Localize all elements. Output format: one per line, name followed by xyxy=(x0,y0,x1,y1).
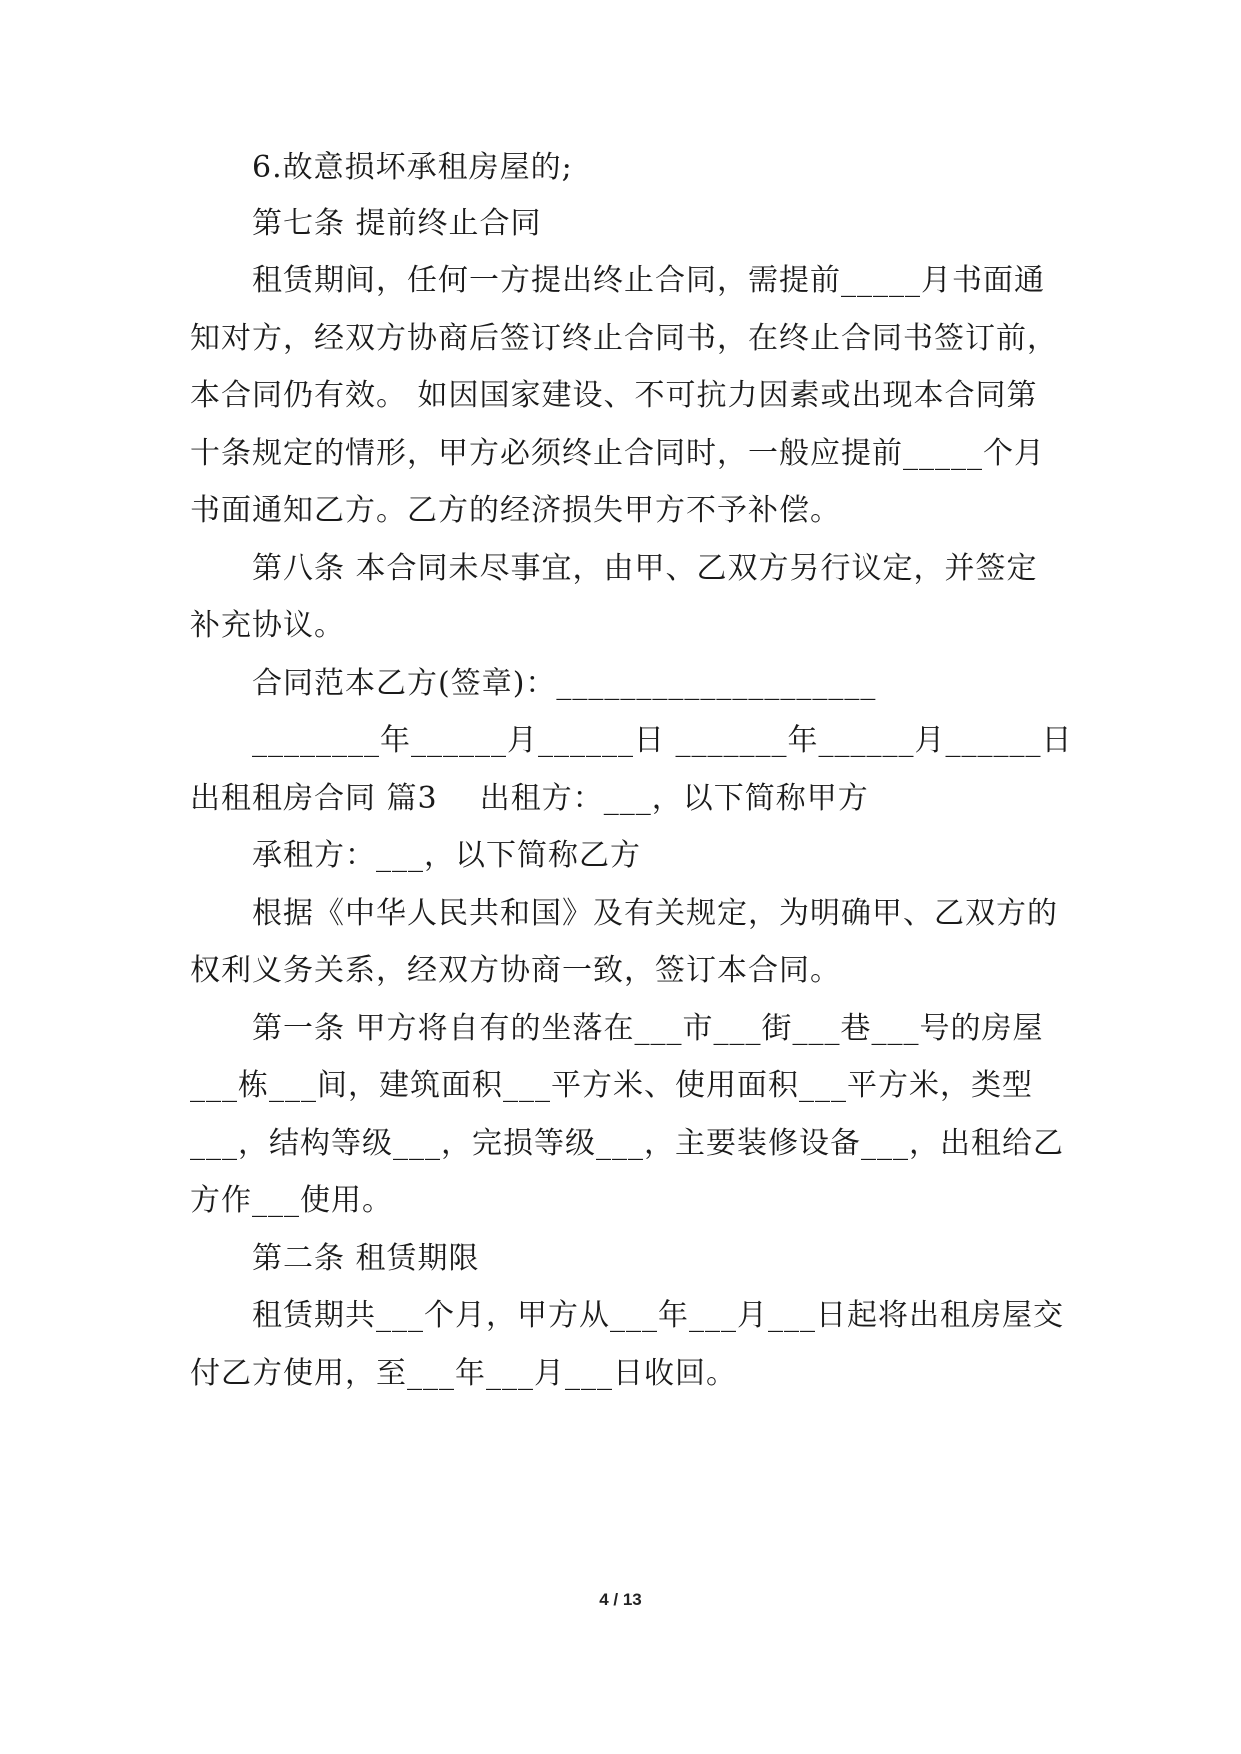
text-line: ___，结构等级___，完损等级___，主要装修设备___，出租给乙 xyxy=(190,1126,1064,1161)
text-line: 权利义务关系，经双方协商一致，签订本合同。 xyxy=(190,953,841,988)
text-line: 知对方，经双方协商后签订终止合同书，在终止合同书签订前， xyxy=(190,321,1058,356)
text-line: 第一条 甲方将自有的坐落在___市___街___巷___号的房屋 xyxy=(252,1011,1044,1046)
text-line: 承租方：___，以下简称乙方 xyxy=(252,838,641,873)
text-line: 书面通知乙方。乙方的经济损失甲方不予补偿。 xyxy=(190,493,841,528)
text-line: 付乙方使用，至___年___月___日收回。 xyxy=(190,1356,737,1391)
text-line: 第八条 本合同未尽事宜，由甲、乙双方另行议定，并签定 xyxy=(252,551,1038,586)
text-line: 补充协议。 xyxy=(190,608,345,643)
page-number: 4 / 13 xyxy=(599,1590,642,1609)
signature-line: 合同范本乙方(签章)：____________________ xyxy=(252,666,877,701)
text-line: 方作___使用。 xyxy=(190,1183,393,1218)
text-line: 6.故意损坏承租房屋的; xyxy=(252,150,573,185)
text-line: 十条规定的情形，甲方必须终止合同时，一般应提前_____个月 xyxy=(190,436,1045,471)
text-line: 租赁期间，任何一方提出终止合同，需提前_____月书面通 xyxy=(252,263,1045,298)
section-heading: 第七条 提前终止合同 xyxy=(252,206,542,241)
text-line: 根据《中华人民共和国》及有关规定，为明确甲、乙双方的 xyxy=(252,896,1058,931)
section-title: 出租租房合同 篇3 出租方：___，以下简称甲方 xyxy=(190,781,869,816)
section-heading: 第二条 租赁期限 xyxy=(252,1241,480,1276)
date-line: ________年______月______日 _______年______月______日 xyxy=(252,723,1073,758)
text-line: ___栋___间，建筑面积___平方米、使用面积___平方米，类型 xyxy=(190,1068,1033,1103)
text-line: 本合同仍有效。 如因国家建设、不可抗力因素或出现本合同第 xyxy=(190,378,1038,413)
text-line: 租赁期共___个月，甲方从___年___月___日起将出租房屋交 xyxy=(252,1298,1064,1333)
